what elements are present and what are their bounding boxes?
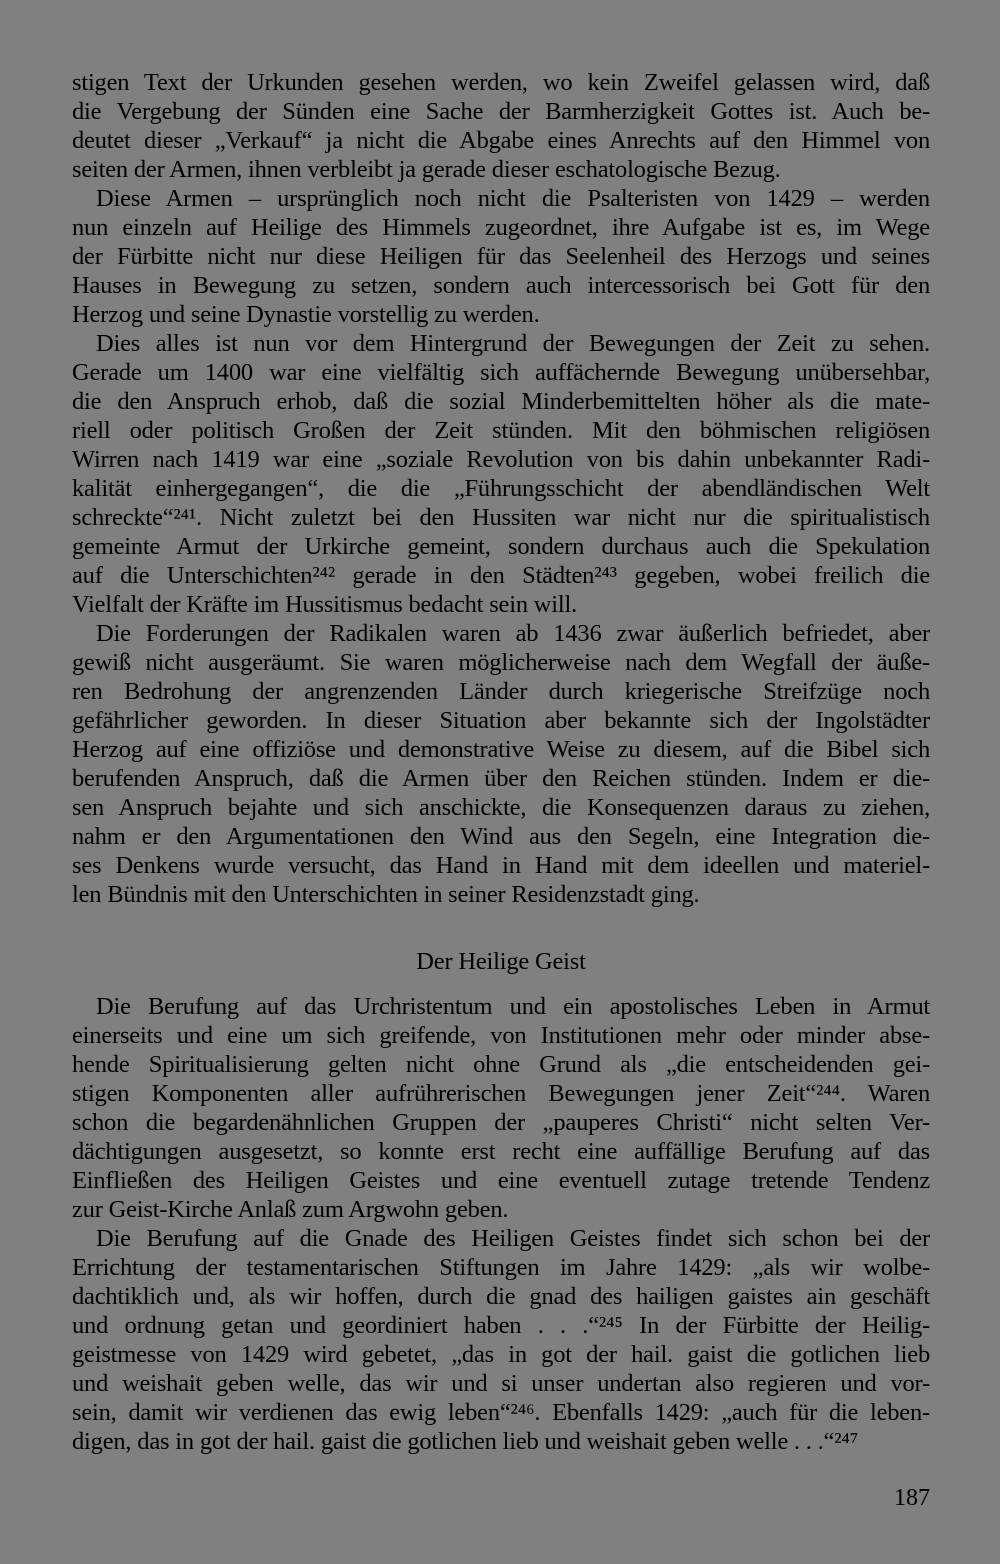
text-line: Die Berufung auf die Gnade des Heiligen Geistes findet sich schon bei der: [96, 1225, 930, 1252]
paragraph: [72, 992, 930, 1224]
paragraph: [72, 329, 930, 619]
text-line: schreckte“²⁴¹. Nicht zuletzt bei den Hussiten war nicht nur die spiritualistisch: [72, 504, 930, 531]
text-line: kalität einhergegangen“, die die „Führungsschicht der abendländischen Welt: [72, 475, 930, 502]
text-line: und weishait geben welle, das wir und si unser undertan also regieren und vor-: [72, 1370, 930, 1397]
text-line: sein, damit wir verdienen das ewig leben“²⁴⁶. Ebenfalls 1429: „auch für die leben-: [72, 1399, 930, 1426]
text-line: berufenden Anspruch, daß die Armen über den Reichen stünden. Indem er die-: [72, 765, 930, 792]
section-heading: Der Heilige Geist: [416, 948, 586, 975]
text-line: Die Forderungen der Radikalen waren ab 1436 zwar äußerlich befriedet, aber: [96, 620, 930, 647]
page-number: 187: [894, 1485, 930, 1511]
text-section-after-heading: [72, 992, 930, 1456]
text-line: einerseits und eine um sich greifende, von Institutionen mehr oder minder abse-: [72, 1022, 930, 1049]
text-line: Herzog und seine Dynastie vorstellig zu werden.: [72, 301, 540, 328]
text-line: dächtigungen ausgesetzt, so konnte erst recht eine auffällige Berufung auf das: [72, 1138, 930, 1165]
text-line: stigen Text der Urkunden gesehen werden, wo kein Zweifel gelassen wird, daß: [72, 69, 930, 96]
text-line: nun einzeln auf Heilige des Himmels zugeordnet, ihre Aufgabe ist es, im Wege: [72, 214, 930, 241]
text-line: riell oder politisch Großen der Zeit stünden. Mit den böhmischen religiösen: [72, 417, 930, 444]
text-line: Errichtung der testamentarischen Stiftungen im Jahre 1429: „als wir wolbe-: [72, 1254, 930, 1281]
text-line: Die Berufung auf das Urchristentum und ein apostolisches Leben in Armut: [96, 993, 930, 1020]
text-line: ren Bedrohung der angrenzenden Länder durch kriegerische Streifzüge noch: [72, 678, 930, 705]
text-line: auf die Unterschichten²⁴² gerade in den Städten²⁴³ gegeben, wobei freilich die: [72, 562, 930, 589]
text-line: und ordnung getan und geordiniert haben . . .“²⁴⁵ In der Fürbitte der Heilig-: [72, 1312, 930, 1339]
text-line: der Fürbitte nicht nur diese Heiligen für das Seelenheil des Herzogs und seines: [72, 243, 930, 270]
text-line: dachtiklich und, als wir hoffen, durch die gnad des hailigen gaistes ain geschäft: [72, 1283, 930, 1310]
text-line: seiten der Armen, ihnen verbleibt ja gerade dieser eschatologische Bezug.: [72, 156, 781, 183]
text-line: geistmesse von 1429 wird gebetet, „das in got der hail. gaist die gotlichen lieb: [72, 1341, 930, 1368]
text-line: gefährlicher geworden. In dieser Situation aber bekannte sich der Ingolstädter: [72, 707, 930, 734]
paragraph: [72, 184, 930, 329]
paragraph: [72, 619, 930, 909]
text-line: Einfließen des Heiligen Geistes und eine eventuell zutage tretende Tendenz: [72, 1167, 930, 1194]
paragraph: [72, 68, 930, 184]
text-line: sen Anspruch bejahte und sich anschickte, die Konsequenzen daraus zu ziehen,: [72, 794, 930, 821]
text-section-before-heading: [72, 68, 930, 909]
text-line: Hauses in Bewegung zu setzen, sondern auch intercessorisch bei Gott für den: [72, 272, 930, 299]
text-line: gewiß nicht ausgeräumt. Sie waren möglicherweise nach dem Wegfall der äuße-: [72, 649, 930, 676]
text-line: Gerade um 1400 war eine vielfältig sich auffächernde Bewegung unübersehbar,: [72, 359, 930, 386]
text-line: Herzog auf eine offiziöse und demonstrative Weise zu diesem, auf die Bibel sich: [72, 736, 930, 763]
page-body: [72, 68, 930, 1456]
text-line: Diese Armen – ursprünglich noch nicht die Psalteristen von 1429 – werden: [96, 185, 930, 212]
text-line: Vielfalt der Kräfte im Hussitismus bedacht sein will.: [72, 591, 578, 618]
paragraph: [72, 1224, 930, 1456]
text-line: Dies alles ist nun vor dem Hintergrund der Bewegungen der Zeit zu sehen.: [96, 330, 930, 357]
text-line: ses Denkens wurde versucht, das Hand in Hand mit dem ideellen und materiel-: [72, 852, 930, 879]
text-line: die den Anspruch erhob, daß die sozial Minderbemittelten höher als die mate-: [72, 388, 930, 415]
text-line: nahm er den Argumentationen den Wind aus den Segeln, eine Integration die-: [72, 823, 930, 850]
text-line: die Vergebung der Sünden eine Sache der Barmherzigkeit Gottes ist. Auch be-: [72, 98, 930, 125]
text-line: deutet dieser „Verkauf“ ja nicht die Abgabe eines Anrechts auf den Himmel von: [72, 127, 930, 154]
text-line: digen, das in got der hail. gaist die gotlichen lieb und weishait geben welle . . .“²⁴⁷: [72, 1428, 859, 1455]
text-line: hende Spiritualisierung gelten nicht ohne Grund als „die entscheidenden gei-: [72, 1051, 930, 1078]
text-line: len Bündnis mit den Unterschichten in seiner Residenzstadt ging.: [72, 881, 700, 908]
text-line: schon die begardenähnlichen Gruppen der „pauperes Christi“ nicht selten Ver-: [72, 1109, 930, 1136]
text-line: zur Geist-Kirche Anlaß zum Argwohn geben.: [72, 1196, 509, 1223]
text-line: stigen Komponenten aller aufrührerischen Bewegungen jener Zeit“²⁴⁴. Waren: [72, 1080, 930, 1107]
text-line: gemeinte Armut der Urkirche gemeint, sondern durchaus auch die Spekulation: [72, 533, 930, 560]
text-line: Wirren nach 1419 war eine „soziale Revolution von bis dahin unbekannter Radi-: [72, 446, 930, 473]
